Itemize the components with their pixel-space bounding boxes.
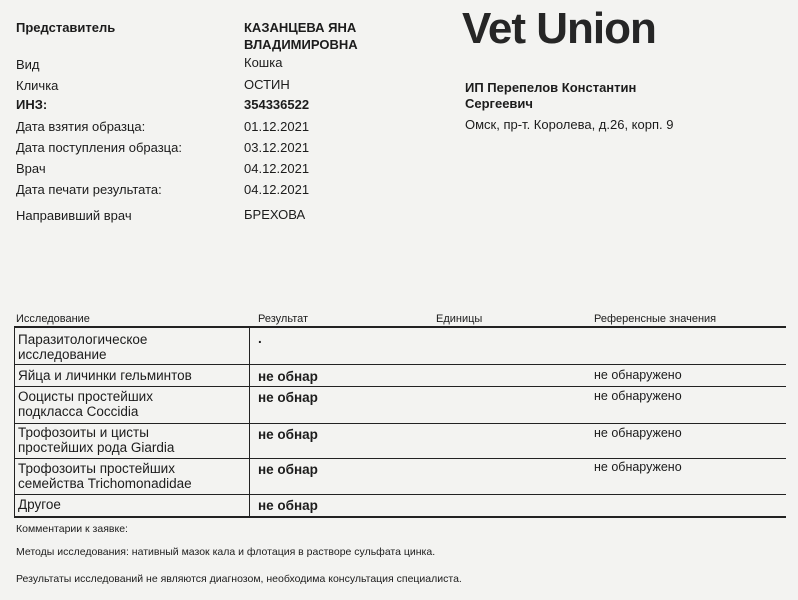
- comments-label: Комментарии к заявке:: [16, 523, 128, 535]
- inz-label: ИНЗ:: [16, 97, 48, 112]
- sample-taken-value: 01.12.2021: [244, 119, 310, 134]
- methods-text: Методы исследования: нативный мазок кала и флотация в растворе сульфата цинка.: [16, 546, 436, 558]
- row-result: не обнар: [258, 390, 318, 405]
- table-bottom-rule: [14, 516, 786, 518]
- table-row-rule: [14, 494, 786, 495]
- sample-received-value: 03.12.2021: [244, 140, 310, 155]
- inz-value: 354336522: [244, 97, 310, 112]
- row-name-line1: Другое: [18, 497, 61, 512]
- lab-org-line2: Сергеевич: [465, 96, 533, 111]
- species-label: Вид: [16, 57, 40, 72]
- row-name-line2: простейших рода Giardia: [18, 440, 175, 455]
- table-left-border: [14, 327, 15, 517]
- row-name-line1: Яйца и личинки гельминтов: [18, 368, 192, 383]
- representative-label: Представитель: [16, 20, 116, 35]
- pet-name-value: ОСТИН: [244, 77, 290, 92]
- referring-doctor-value: БРЕХОВА: [244, 207, 306, 222]
- species-value: Кошка: [244, 55, 283, 70]
- table-row-rule: [14, 423, 786, 424]
- row-name-line1: Ооцисты простейших: [18, 389, 153, 404]
- doctor-date-label: Врач: [16, 161, 46, 176]
- header-study: Исследование: [16, 313, 90, 325]
- table-row-rule: [14, 364, 786, 365]
- row-name-line2: семейства Trichomonadidae: [18, 476, 192, 491]
- row-name-line2: исследование: [18, 347, 107, 362]
- print-date-value: 04.12.2021: [244, 182, 310, 197]
- row-reference: не обнаружено: [594, 368, 682, 382]
- table-row-rule: [14, 386, 786, 387]
- lab-org-line1: ИП Перепелов Константин: [465, 80, 637, 95]
- row-reference: не обнаружено: [594, 460, 682, 474]
- sample-taken-label: Дата взятия образца:: [16, 119, 146, 134]
- row-name-line1: Трофозоиты и цисты: [18, 425, 149, 440]
- row-result: не обнар: [258, 498, 318, 513]
- vet-union-logo: Vet Union: [462, 4, 656, 53]
- representative-value-line1: КАЗАНЦЕВА ЯНА: [244, 20, 357, 35]
- row-name-line1: Паразитологическое: [18, 332, 148, 347]
- representative-value-line2: ВЛАДИМИРОВНА: [244, 37, 358, 52]
- row-result: не обнар: [258, 369, 318, 384]
- header-result: Результат: [258, 313, 309, 325]
- header-reference: Референсные значения: [594, 313, 717, 325]
- pet-name-label: Кличка: [16, 78, 59, 93]
- row-result: не обнар: [258, 462, 318, 477]
- disclaimer-text: Результаты исследований не являются диагнозом, необходима консультация специалиста.: [16, 573, 462, 585]
- row-reference: не обнаружено: [594, 426, 682, 440]
- lab-address: Омск, пр-т. Королева, д.26, корп. 9: [465, 117, 674, 132]
- row-name-line1: Трофозоиты простейших: [18, 461, 175, 476]
- row-reference: не обнаружено: [594, 389, 682, 403]
- referring-doctor-label: Направивший врач: [16, 208, 132, 223]
- row-name-line2: подкласса Coccidia: [18, 404, 139, 419]
- print-date-label: Дата печати результата:: [16, 182, 162, 197]
- row-result: не обнар: [258, 427, 318, 442]
- doctor-date-value: 04.12.2021: [244, 161, 310, 176]
- header-units: Единицы: [436, 313, 483, 325]
- table-row-rule: [14, 458, 786, 459]
- table-header-rule: [14, 326, 786, 328]
- sample-received-label: Дата поступления образца:: [16, 140, 182, 155]
- row-result: .: [258, 331, 262, 346]
- table-column-divider: [249, 327, 250, 517]
